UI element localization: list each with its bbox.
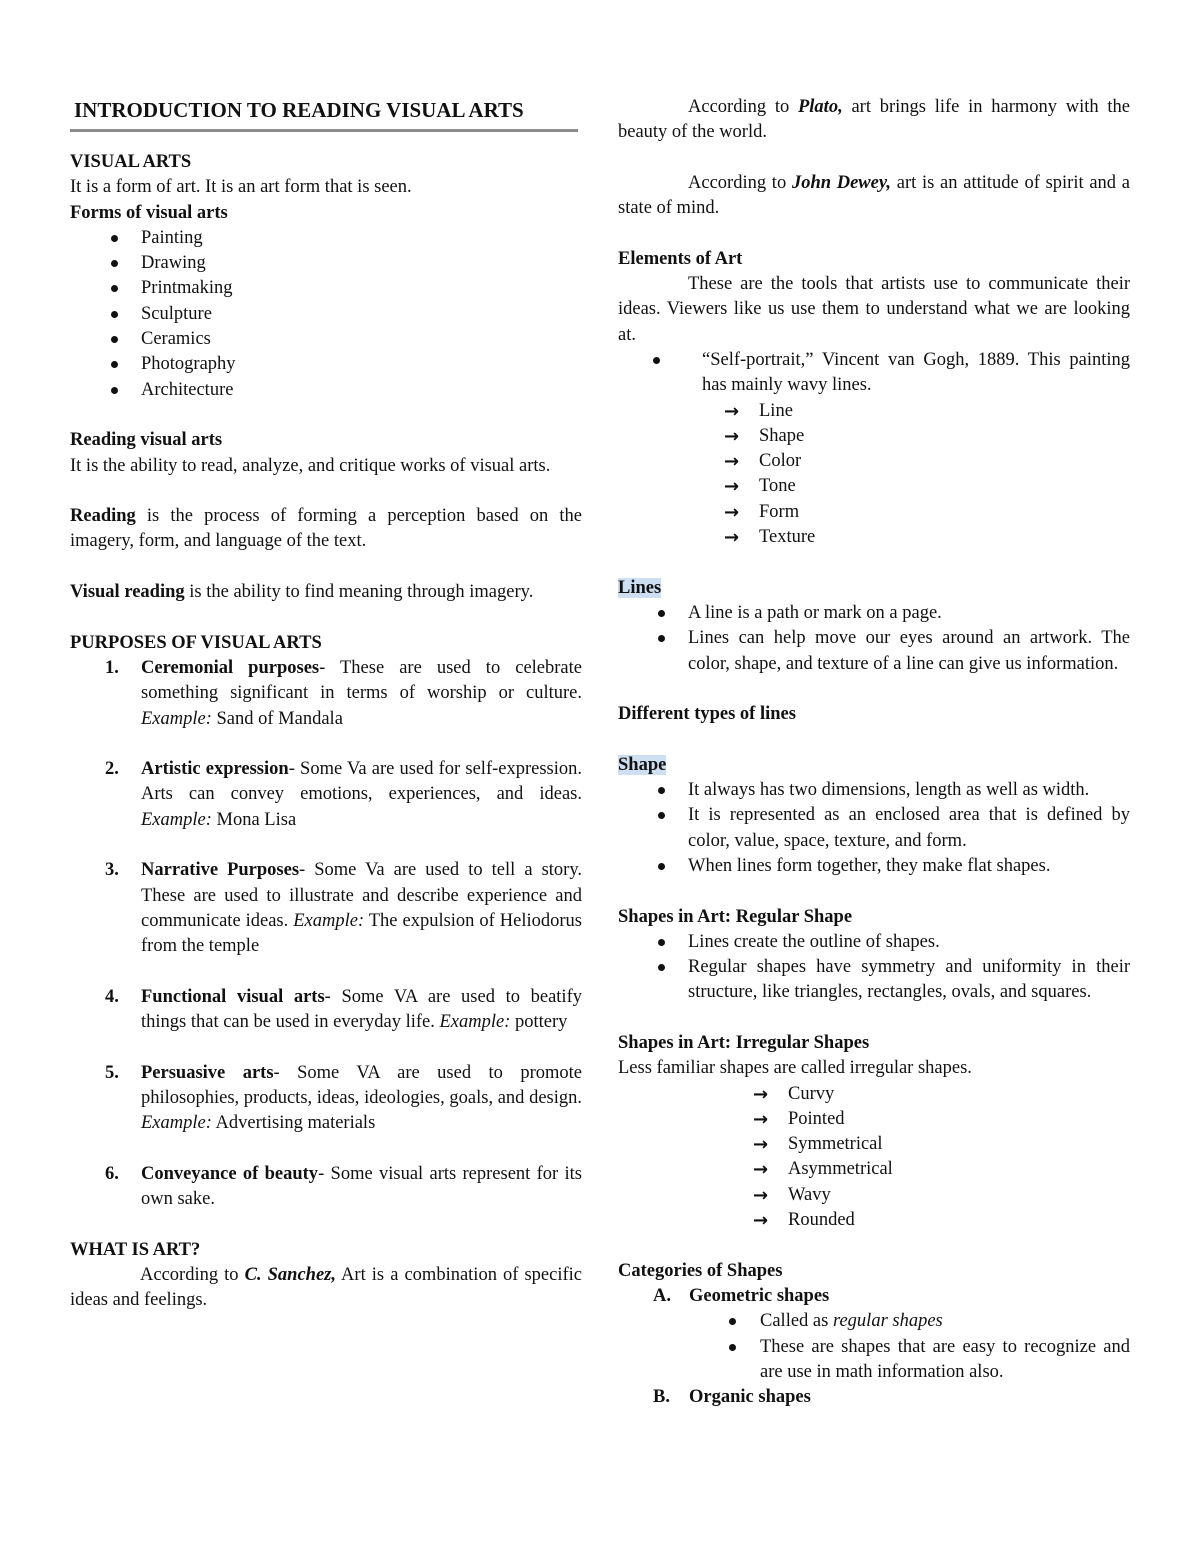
category-label: Geometric shapes	[689, 1285, 830, 1306]
quote-author: C. Sanchez,	[244, 1265, 337, 1286]
quote-author: Plato,	[797, 97, 843, 117]
purpose-text: - These are used to celebrate something significant in terms of worship or culture.	[141, 657, 582, 704]
reading-visual-arts-definition: It is the ability to read, analyze, and critique works of visual arts.	[70, 455, 551, 476]
reading-definition	[70, 504, 582, 555]
shape-heading	[618, 753, 1130, 778]
types-of-lines-heading: Different types of lines	[618, 704, 796, 725]
purpose-text: - Some Va are used for self-expression. Arts can convey emotions, experiences, and ideas.	[141, 759, 583, 805]
quote-plato	[618, 95, 1130, 146]
purpose-term: Ceremonial purposes	[141, 657, 320, 678]
list-item: → Form	[618, 500, 1130, 525]
elements-list	[618, 399, 1130, 551]
categories-list	[618, 1284, 1130, 1309]
list-item	[618, 1309, 1130, 1334]
list-item: → Pointed	[647, 1107, 1130, 1132]
list-item: → Rounded	[647, 1208, 1130, 1233]
list-item: → Symmetrical	[647, 1132, 1130, 1157]
shape-list	[618, 778, 1130, 879]
left-column	[70, 95, 582, 1314]
list-item: → Asymmetrical	[647, 1157, 1130, 1182]
quote-text: art is an attitude of spirit and a state of mind.	[618, 172, 1130, 219]
list-item: → Tone	[618, 474, 1130, 499]
quote-author: John Dewey,	[791, 172, 892, 193]
lines-heading	[618, 576, 1130, 601]
example-label: Example:	[293, 910, 365, 931]
category-label: Organic shapes	[689, 1387, 811, 1408]
purpose-item	[70, 757, 582, 833]
list-item: → Wavy	[647, 1183, 1130, 1208]
item-number: 5.	[105, 1062, 119, 1083]
quote-pre: According to	[688, 97, 798, 117]
irregular-shape-heading: Shapes in Art: Irregular Shapes	[618, 1032, 870, 1053]
elements-example	[650, 348, 1130, 399]
what-is-art-heading: WHAT IS ART?	[70, 1239, 201, 1260]
list-item: Architecture	[70, 378, 582, 403]
regular-shape-heading: Shapes in Art: Regular Shape	[618, 906, 853, 927]
purpose-text: - Some VA are used to beatify things that can be used in everyday life.	[141, 986, 582, 1033]
list-item: Painting	[70, 226, 582, 251]
example-label: Example:	[141, 1113, 212, 1134]
item-text: Called as	[760, 1311, 833, 1332]
quote-pre: According to	[140, 1265, 245, 1286]
quote-text: art brings life in harmony with the beauty of the world.	[618, 97, 1130, 143]
visual-arts-definition: It is a form of art. It is an art form that is seen.	[70, 177, 412, 198]
right-column	[618, 95, 1130, 1410]
item-number: 1.	[105, 657, 119, 678]
list-item: A line is a path or mark on a page.	[618, 601, 1130, 626]
list-item: Drawing	[70, 251, 582, 276]
categories-heading: Categories of Shapes	[618, 1260, 783, 1281]
visual-arts-heading: VISUAL ARTS	[70, 152, 192, 172]
purpose-term: Functional visual arts	[141, 986, 325, 1007]
highlighted-heading: Lines	[618, 577, 662, 598]
definition-text: is the ability to find meaning through imagery.	[184, 582, 534, 603]
purpose-item	[70, 1162, 582, 1213]
list-item: These are shapes that are easy to recognize and are use in math information also.	[618, 1335, 1130, 1386]
quote-text: Art is a combination of specific ideas and feelings.	[70, 1265, 583, 1311]
elements-text: These are the tools that artists use to communicate their ideas. Viewers like us use them to understand what we are looking at.	[618, 274, 1130, 345]
term: Visual reading	[70, 582, 185, 603]
visual-reading-definition	[70, 580, 582, 605]
definition-text: is the process of forming a perception based on the imagery, form, and language of the text.	[70, 506, 582, 552]
categories-list-b	[618, 1385, 1130, 1410]
list-item: Ceramics	[70, 327, 582, 352]
purpose-text: - Some VA are used to promote philosophies, products, ideas, ideologies, goals, and design.	[141, 1062, 582, 1108]
list-item: Printmaking	[70, 276, 582, 301]
purpose-text: - Some visual arts represent for its own sake.	[141, 1163, 582, 1210]
purpose-term: Conveyance of beauty	[141, 1163, 319, 1184]
highlighted-heading: Shape	[618, 754, 667, 775]
list-item: Lines can help move our eyes around an artwork. The color, shape, and texture of a line can give us information.	[618, 626, 1130, 677]
purpose-term: Narrative Purposes	[141, 860, 300, 881]
example-label: Example:	[141, 708, 212, 729]
list-item: Lines create the outline of shapes.	[618, 930, 1130, 955]
list-item: → Shape	[618, 424, 1130, 449]
irregular-list	[618, 1082, 1130, 1234]
item-letter: B.	[653, 1387, 670, 1408]
example-text: Sand of Mandala	[211, 708, 343, 729]
purpose-item	[70, 1061, 582, 1137]
list-item: It is represented as an enclosed area that is defined by color, value, space, texture, and form.	[618, 803, 1130, 854]
geometric-list	[618, 1309, 1130, 1385]
elements-heading: Elements of Art	[618, 248, 743, 269]
item-number: 6.	[105, 1163, 119, 1184]
list-item: When lines form together, they make flat shapes.	[618, 854, 1130, 879]
item-italic-text: regular shapes	[832, 1311, 943, 1332]
forms-list	[70, 226, 582, 403]
list-item: → Line	[618, 399, 1130, 424]
purposes-heading: PURPOSES OF VISUAL ARTS	[70, 632, 322, 653]
term: Reading	[70, 506, 136, 527]
purpose-text: - Some Va are used to tell a story. These are used to illustrate and describe experience and communicate ideas.	[141, 860, 583, 931]
irregular-shape-text: Less familiar shapes are called irregular shapes.	[618, 1058, 972, 1079]
purposes-list	[70, 656, 582, 1213]
purpose-item	[70, 656, 582, 732]
list-item: Regular shapes have symmetry and uniformity in their structure, like triangles, rectangles, ovals, and squares.	[618, 955, 1130, 1006]
purpose-item	[70, 985, 582, 1036]
list-item: It always has two dimensions, length as well as width.	[618, 778, 1130, 803]
lines-list	[618, 601, 1130, 677]
category-item	[618, 1284, 1130, 1309]
quote-pre: According to	[688, 172, 792, 193]
purpose-item	[70, 858, 582, 959]
regular-shape-list	[618, 930, 1130, 1006]
list-item: → Color	[618, 449, 1130, 474]
forms-heading: Forms of visual arts	[70, 202, 228, 223]
item-number: 2.	[105, 759, 119, 780]
category-item	[618, 1385, 1130, 1410]
page-title: INTRODUCTION TO READING VISUAL ARTS	[70, 95, 578, 132]
example-text: pottery	[510, 1012, 568, 1033]
item-letter: A.	[653, 1285, 671, 1306]
quote-dewey	[618, 171, 1130, 222]
list-item: “Self-portrait,” Vincent van Gogh, 1889. This painting has mainly wavy lines.	[650, 348, 1130, 399]
list-item: → Texture	[618, 525, 1130, 550]
list-item: Sculpture	[70, 302, 582, 327]
reading-visual-arts-heading: Reading visual arts	[70, 430, 223, 451]
example-text: Advertising materials	[211, 1113, 376, 1134]
example-text: The expulsion of Heliodorus from the temple	[141, 910, 582, 957]
example-label: Example:	[141, 809, 212, 830]
quote-sanchez	[70, 1263, 582, 1314]
item-number: 4.	[105, 986, 119, 1007]
purpose-term: Artistic expression	[141, 759, 289, 780]
example-text: Mona Lisa	[211, 809, 297, 830]
purpose-term: Persuasive arts	[141, 1062, 274, 1083]
example-label: Example:	[439, 1012, 511, 1033]
item-number: 3.	[105, 860, 119, 881]
list-item: Photography	[70, 352, 582, 377]
list-item: → Curvy	[647, 1082, 1130, 1107]
